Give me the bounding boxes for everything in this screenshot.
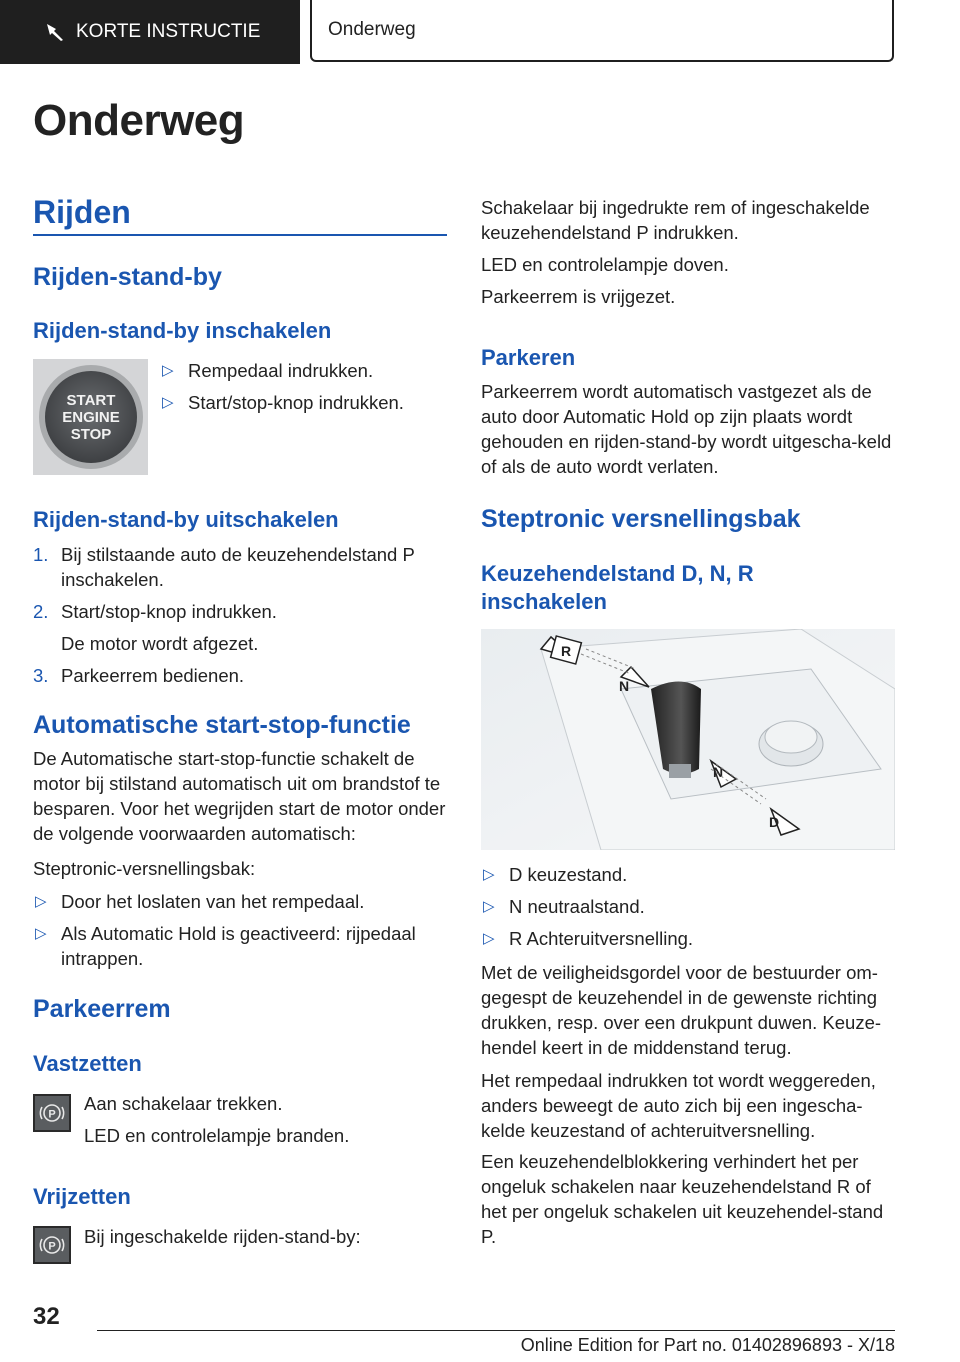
step-subtext: De motor wordt afgezet. — [61, 633, 259, 654]
svg-text:P: P — [48, 1108, 56, 1121]
list-item: ▷ Door het loslaten van het rempedaal. — [35, 891, 365, 912]
triangle-bullet-icon: ▷ — [162, 362, 174, 379]
right-para-6: Een keuzehendelblokkering verhindert het per ongeluk schakelen naar keuzehendelstand R of het per ongeluk schakelen uit keuzehendel-stand P. — [481, 1151, 884, 1247]
right-para-3: Parkeerrem is vrijgezet. — [481, 286, 676, 307]
heading-rijden: Rijden — [33, 194, 131, 230]
svg-text:P: P — [48, 1240, 56, 1253]
button-text-stop: STOP — [70, 426, 112, 443]
heading-rule — [33, 234, 447, 236]
gear-label-r: R — [561, 643, 572, 659]
heading-rijden-standby: Rijden-stand-by — [33, 263, 222, 291]
step-item: 2. Start/stop-knop indrukken. — [33, 601, 277, 622]
vastzetten-text: Aan schakelaar trekken. LED en controlelampje branden. — [84, 1093, 350, 1146]
triangle-bullet-icon: ▷ — [483, 898, 495, 915]
chapter-tab-label: Onderweg — [328, 19, 416, 40]
inschakelen-list — [160, 358, 450, 422]
triangle-bullet-icon: ▷ — [162, 394, 174, 411]
page-title: Onderweg — [33, 96, 245, 145]
triangle-bullet-icon: ▷ — [35, 925, 47, 942]
footer-edition: Online Edition for Part no. 01402896893 - X/18 — [520, 1335, 895, 1355]
heading-auto-start-stop: Automatische start-stop-functie — [33, 711, 411, 739]
button-text-start: START — [66, 392, 116, 409]
section-label: KORTE INSTRUCTIE — [76, 21, 261, 42]
list-item: ▷ D keuzestand. — [483, 864, 628, 885]
triangle-bullet-icon: ▷ — [483, 930, 495, 947]
heading-vrijzetten: Vrijzetten — [33, 1184, 131, 1209]
parking-brake-icon — [33, 1094, 71, 1132]
step-item: 1. Bij stilstaande auto de keuzehendelstand P inschakelen. — [33, 544, 415, 590]
button-text-engine: ENGINE — [62, 409, 120, 426]
heading-parkeerrem: Parkeerrem — [33, 995, 171, 1023]
right-para-1: Schakelaar bij ingedrukte rem of ingeschakelde keuzehendelstand P indrukken. — [481, 197, 870, 243]
chapter-tab — [310, 0, 894, 62]
gear-label-n-top: N — [619, 678, 630, 694]
page-number: 32 — [33, 1303, 60, 1330]
right-para-4: Met de veiligheidsgordel voor de bestuurder om-gegespt de keuzehendel in de gewenste richting drukken, resp. over een drukpunt duwen. Keuze-hendel keert in de middenstand terug. — [481, 962, 882, 1058]
uitschakelen-steps — [33, 542, 447, 695]
start-stop-button-image — [33, 359, 148, 475]
right-para-5: Het rempedaal indrukken tot wordt weggereden, anders beweegt de auto zich bij een ingescha-kelde keuzestand of achteruitversnelling. — [481, 1070, 876, 1141]
heading-steptronic: Steptronic versnellingsbak — [481, 505, 801, 533]
auto-start-stop-paragraph: De Automatische start-stop-functie schakelt de motor bij stilstand automatisch uit om brandstof te besparen. Voor het wegrijden start de motor onder de volgende voorwaarden automatisch: — [33, 748, 446, 844]
parkeren-paragraph: Parkeerrem wordt automatisch vastgezet als de auto door Automatic Hold op zijn plaats wordt gehouden en rijden-stand-by wordt uitgescha-keld of als de auto wordt verlaten. — [481, 381, 892, 477]
gear-positions-list — [481, 862, 895, 958]
right-para-2: LED en controlelampje doven. — [481, 254, 729, 275]
list-item: ▷ Rempedaal indrukken. — [162, 360, 374, 381]
heading-standby-uitschakelen: Rijden-stand-by uitschakelen — [33, 507, 339, 532]
list-item: ▷ Als Automatic Hold is geactiveerd: rijpedaal intrappen. — [35, 923, 416, 969]
auto-conditions-list — [33, 889, 451, 978]
heading-keuzehendel: Keuzehendelstand D, N, R inschakelen — [481, 561, 754, 614]
vrijzetten-text: Bij ingeschakelde rijden-stand-by: — [84, 1226, 361, 1247]
heading-parkeren: Parkeren — [481, 345, 576, 370]
list-item: ▷ Start/stop-knop indrukken. — [162, 392, 404, 413]
footer-rule — [97, 1330, 895, 1331]
triangle-bullet-icon: ▷ — [483, 866, 495, 883]
gear-label-n-bottom: N — [713, 764, 724, 780]
list-item: ▷ N neutraalstand. — [483, 896, 645, 917]
steptronic-label: Steptronic-versnellingsbak: — [33, 858, 256, 879]
list-item: ▷ R Achteruitversnelling. — [483, 928, 694, 949]
gear-selector-image — [481, 629, 895, 850]
section-header — [0, 0, 300, 64]
parking-brake-icon — [33, 1226, 71, 1264]
heading-vastzetten: Vastzetten — [33, 1051, 142, 1076]
flash-arrow-icon — [44, 21, 66, 43]
step-item: 3. Parkeerrem bedienen. — [33, 665, 245, 686]
gear-label-d: D — [769, 814, 780, 830]
heading-standby-inschakelen: Rijden-stand-by inschakelen — [33, 318, 332, 343]
triangle-bullet-icon: ▷ — [35, 893, 47, 910]
